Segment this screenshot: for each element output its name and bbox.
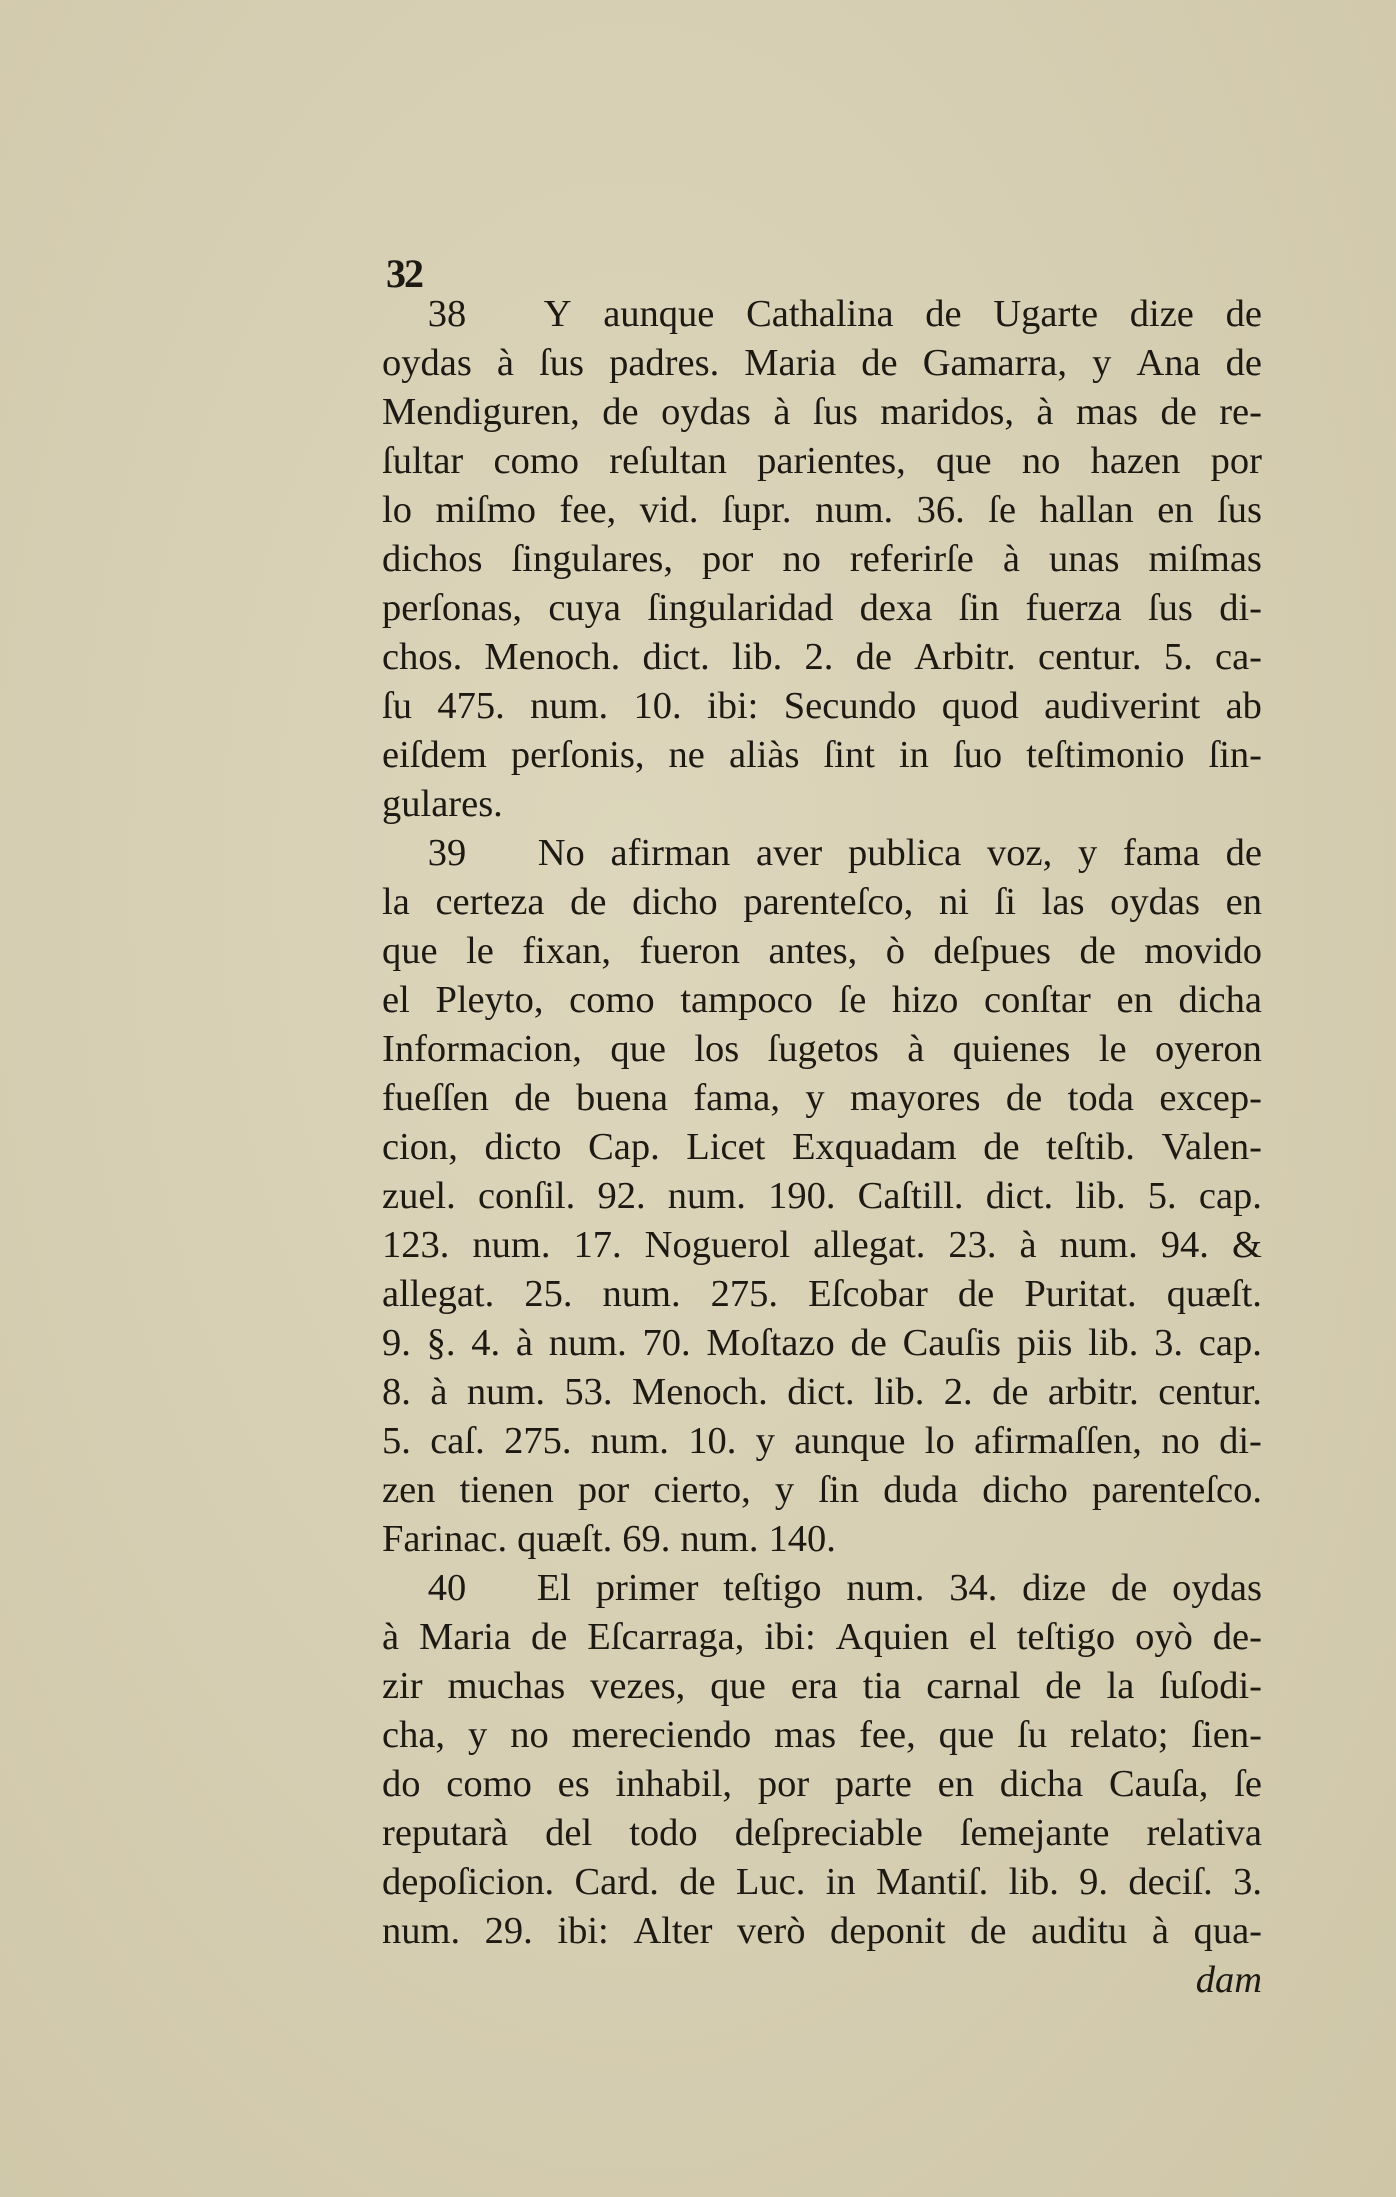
- text-line: ſultar como reſultan parientes, que no hazen por: [382, 440, 1262, 482]
- text-line: à Maria de Eſcarraga, ibi: Aquien el teſtigo oyò de-: [382, 1616, 1262, 1658]
- text-block: [382, 290, 1262, 2005]
- text-line: 38 Y aunque Cathalina de Ugarte dize de: [382, 290, 1262, 339]
- text-line: lo miſmo fee, vid. ſupr. num. 36. ſe hallan en ſus: [382, 489, 1262, 531]
- text-line: 5. caſ. 275. num. 10. y aunque lo afirmaſſen, no di-: [382, 1420, 1262, 1462]
- text-line: cha, y no mereciendo mas fee, que ſu relato; ſien-: [382, 1714, 1262, 1756]
- text-line: que le fixan, fueron antes, ò deſpues de movido: [382, 930, 1262, 972]
- text-line: Informacion, que los ſugetos à quienes le oyeron: [382, 1028, 1262, 1070]
- catchword: dam: [1195, 1959, 1262, 2001]
- text-line: la certeza de dicho parenteſco, ni ſi las oydas en: [382, 881, 1262, 923]
- page-number: 32: [386, 251, 422, 296]
- text-line: 39 No afirman aver publica voz, y fama de: [382, 829, 1262, 878]
- text-line: eiſdem perſonis, ne aliàs ſint in ſuo teſtimonio ſin-: [382, 734, 1262, 776]
- text-line: cion, dicto Cap. Licet Exquadam de teſtib. Valen-: [382, 1126, 1262, 1168]
- text-line: 8. à num. 53. Menoch. dict. lib. 2. de arbitr. centur.: [382, 1371, 1262, 1413]
- paragraph-number: 38: [427, 293, 467, 335]
- text-line: 9. §. 4. à num. 70. Moſtazo de Cauſis piis lib. 3. cap.: [382, 1322, 1262, 1364]
- text-line: 123. num. 17. Noguerol allegat. 23. à num. 94. &: [382, 1224, 1262, 1266]
- text-line: num. 29. ibi: Alter verò deponit de auditu à qua-: [382, 1910, 1262, 1952]
- text-line: chos. Menoch. dict. lib. 2. de Arbitr. centur. 5. ca-: [382, 636, 1262, 678]
- text-line: zir muchas vezes, que era tia carnal de la ſuſodi-: [382, 1665, 1262, 1707]
- text-line: zuel. conſil. 92. num. 190. Caſtill. dict. lib. 5. cap.: [382, 1175, 1262, 1217]
- text-line: ſu 475. num. 10. ibi: Secundo quod audiverint ab: [382, 685, 1262, 727]
- text-line: fueſſen de buena fama, y mayores de toda excep-: [382, 1077, 1262, 1119]
- text-line: oydas à ſus padres. Maria de Gamarra, y Ana de: [382, 342, 1262, 384]
- text-line: depoſicion. Card. de Luc. in Mantiſ. lib. 9. deciſ. 3.: [382, 1861, 1262, 1903]
- text-line: 40 El primer teſtigo num. 34. dize de oydas: [382, 1564, 1262, 1613]
- text-line: reputarà del todo deſpreciable ſemejante relativa: [382, 1812, 1262, 1854]
- text-line: perſonas, cuya ſingularidad dexa ſin fuerza ſus di-: [382, 587, 1262, 629]
- text-line: allegat. 25. num. 275. Eſcobar de Puritat. quæſt.: [382, 1273, 1262, 1315]
- text-line: zen tienen por cierto, y ſin duda dicho parenteſco.: [382, 1469, 1262, 1511]
- text-line: Mendiguren, de oydas à ſus maridos, à mas de re-: [382, 391, 1262, 433]
- text-line: do como es inhabil, por parte en dicha Cauſa, ſe: [382, 1763, 1262, 1805]
- paragraph-number: 40: [427, 1567, 467, 1609]
- text-line: Farinac. quæſt. 69. num. 140.: [382, 1518, 836, 1560]
- paragraph-number: 39: [427, 832, 467, 874]
- text-line: el Pleyto, como tampoco ſe hizo conſtar en dicha: [382, 979, 1262, 1021]
- text-line: dichos ſingulares, por no referirſe à unas miſmas: [382, 538, 1262, 580]
- text-line: gulares.: [382, 783, 503, 825]
